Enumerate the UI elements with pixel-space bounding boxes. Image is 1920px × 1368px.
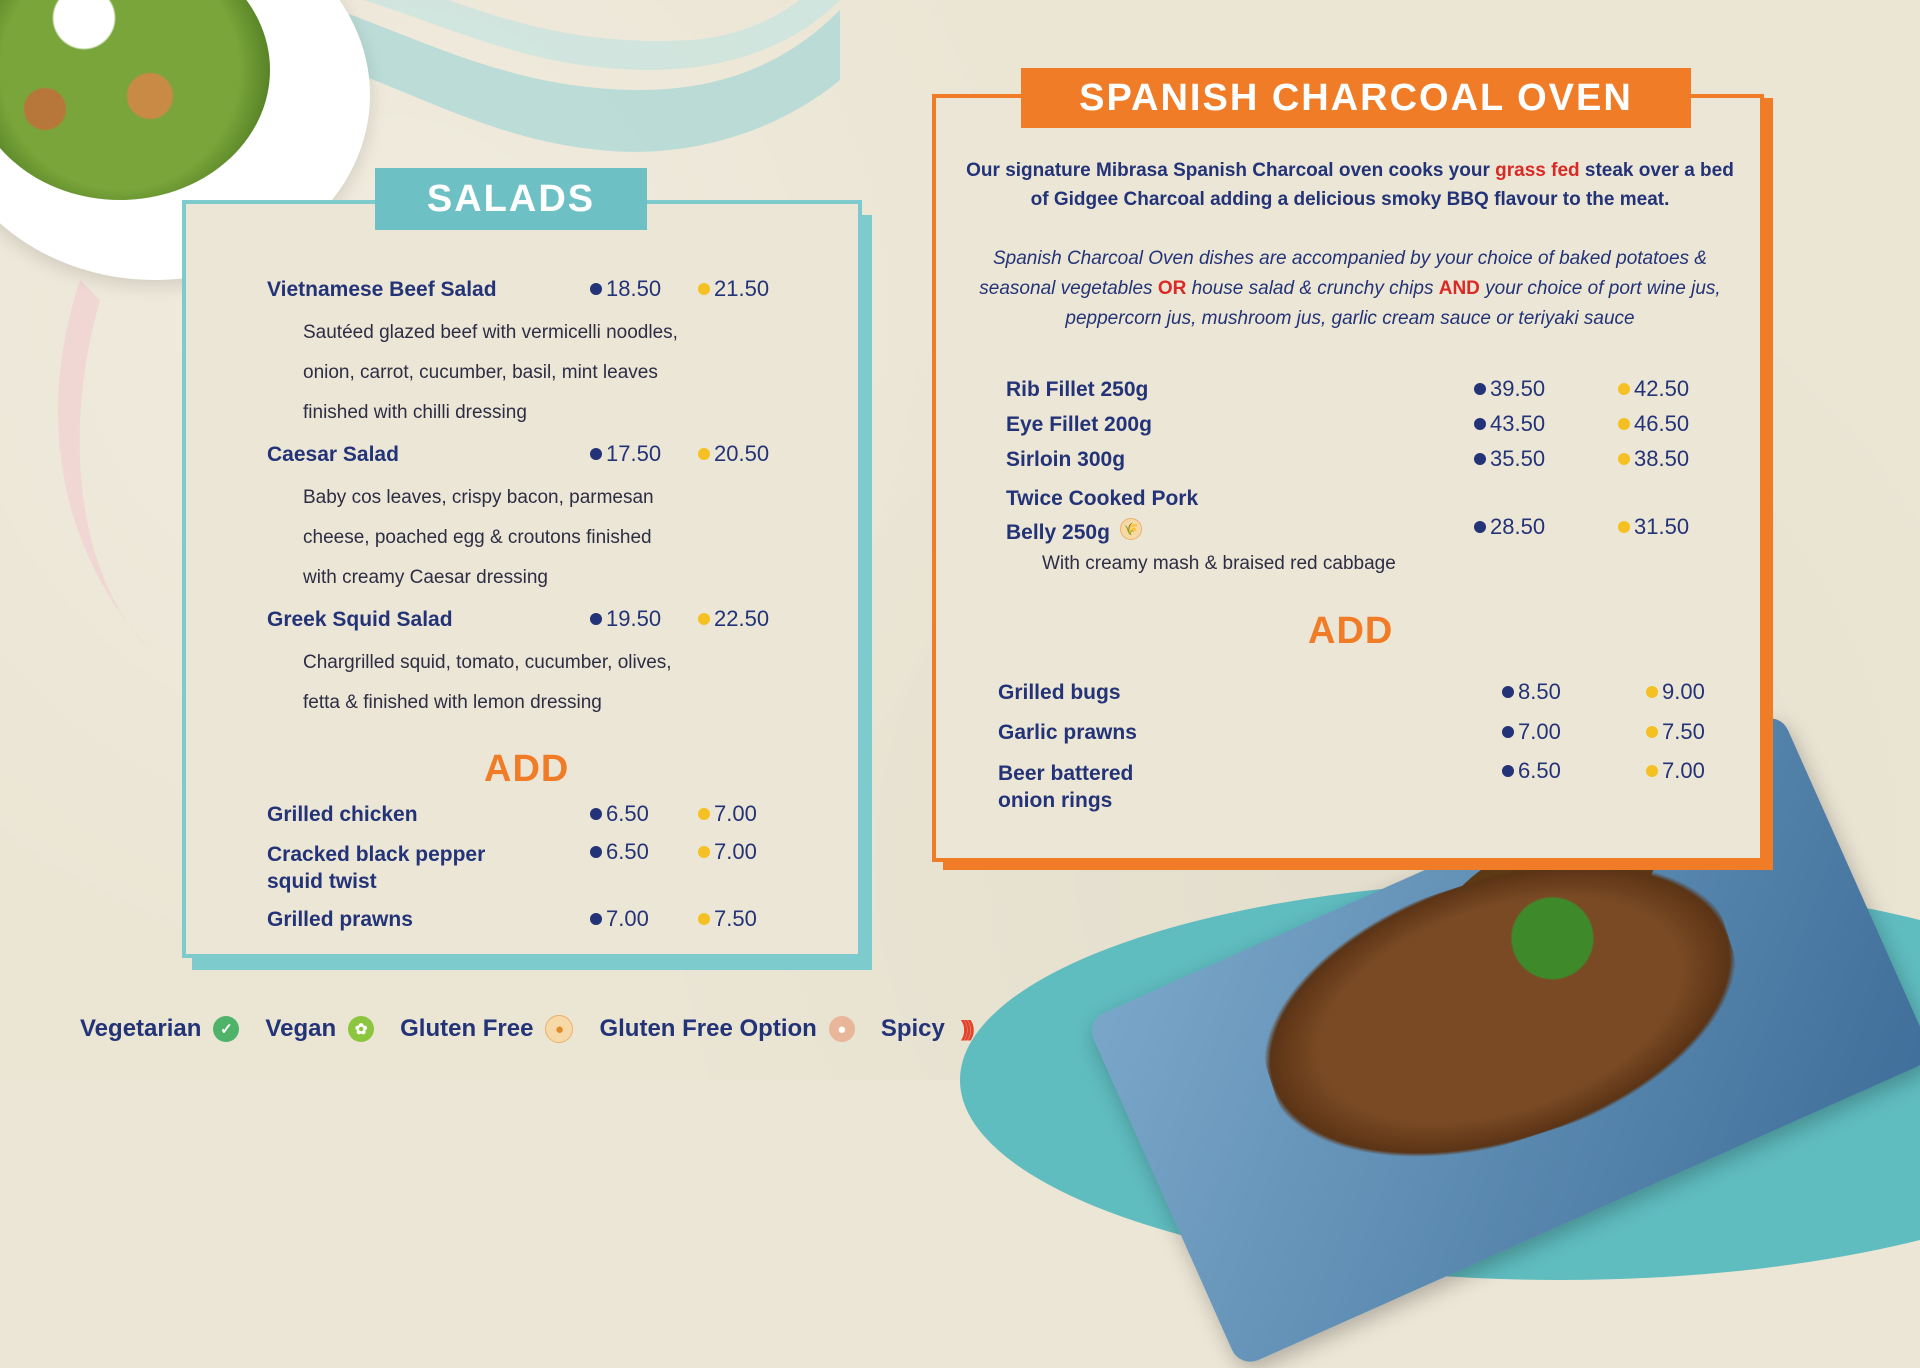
yellow-dot-icon: [1618, 418, 1630, 430]
menu-item-name: Vietnamese Beef Salad: [267, 278, 497, 301]
price-large: 46.50: [1618, 411, 1689, 437]
price-large: 42.50: [1618, 376, 1689, 402]
oven-heading: SPANISH CHARCOAL OVEN: [1021, 68, 1691, 128]
menu-item-name: Sirloin 300g: [1006, 448, 1126, 471]
price-small: 6.50: [590, 801, 649, 827]
price-small: 6.50: [1502, 758, 1561, 784]
blue-dot-icon: [590, 613, 602, 625]
menu-item-name: Eye Fillet 200g: [1006, 413, 1152, 436]
decorative-swoosh: [20, 280, 160, 660]
oven-accompaniment-note: Spanish Charcoal Oven dishes are accompanied by your choice of baked potatoes & seasonal vegetables OR house salad & crunchy chips AND your choice of port wine jus, peppercorn jus, mushroom jus, garlic cream sauce or teriyaki sauce: [979, 248, 1721, 329]
yellow-dot-icon: [1646, 726, 1658, 738]
legend-vegetarian-label: Vegetarian: [80, 1015, 202, 1042]
oven-intro: Our signature Mibrasa Spanish Charcoal oven cooks your grass fed steak over a bed of Gidgee Charcoal adding a delicious smoky BBQ flavour to the meat.: [966, 160, 1734, 210]
vegetarian-icon: ✓: [213, 1016, 239, 1042]
menu-item-name: Caesar Salad: [267, 443, 399, 466]
price-large: 7.00: [698, 839, 757, 865]
yellow-dot-icon: [1618, 453, 1630, 465]
price-small: 39.50: [1474, 376, 1545, 402]
legend-gluten-free-label: Gluten Free: [400, 1015, 534, 1042]
price-small: 7.00: [590, 906, 649, 932]
blue-dot-icon: [1474, 383, 1486, 395]
price-small: 19.50: [590, 606, 661, 632]
menu-item-description: Sautéed glazed beef with vermicelli noodles, onion, carrot, cucumber, basil, mint leaves finished with chilli dressing: [303, 322, 678, 423]
add-item-name: Beer battered onion rings: [998, 762, 1134, 812]
add-item-name: Garlic prawns: [998, 721, 1137, 744]
blue-dot-icon: [1474, 521, 1486, 533]
legend-gluten-free-option-label: Gluten Free Option: [599, 1015, 817, 1042]
vegan-leaf-icon: ✿: [348, 1016, 374, 1042]
price-small: 17.50: [590, 441, 661, 467]
blue-dot-icon: [590, 913, 602, 925]
price-large: 7.50: [698, 906, 757, 932]
gluten-free-option-icon: ●: [829, 1016, 855, 1042]
blue-dot-icon: [1502, 686, 1514, 698]
add-item-name: Grilled prawns: [267, 908, 413, 931]
yellow-dot-icon: [698, 913, 710, 925]
spicy-chilli-icon: ))): [960, 1016, 971, 1041]
yellow-dot-icon: [1618, 521, 1630, 533]
menu-item-description: Baby cos leaves, crispy bacon, parmesan cheese, poached egg & croutons finished with creamy Caesar dressing: [303, 487, 654, 588]
blue-dot-icon: [590, 808, 602, 820]
legend-spicy-label: Spicy: [880, 1015, 945, 1042]
menu-item-description: With creamy mash & braised red cabbage: [1042, 553, 1396, 574]
add-item-name: Grilled chicken: [267, 803, 418, 826]
price-large: 9.00: [1646, 679, 1705, 705]
blue-dot-icon: [590, 283, 602, 295]
menu-item-name: Greek Squid Salad: [267, 608, 453, 631]
price-large: 20.50: [698, 441, 769, 467]
blue-dot-icon: [1474, 453, 1486, 465]
price-large: 22.50: [698, 606, 769, 632]
blue-dot-icon: [1502, 765, 1514, 777]
price-large: 21.50: [698, 276, 769, 302]
add-item-name: Grilled bugs: [998, 681, 1121, 704]
price-large: 38.50: [1618, 446, 1689, 472]
price-large: 31.50: [1618, 514, 1689, 540]
blue-dot-icon: [1474, 418, 1486, 430]
price-small: 8.50: [1502, 679, 1561, 705]
price-small: 18.50: [590, 276, 661, 302]
price-large: 7.50: [1646, 719, 1705, 745]
yellow-dot-icon: [1646, 686, 1658, 698]
yellow-dot-icon: [698, 283, 710, 295]
oven-add-heading: ADD: [1308, 610, 1394, 652]
price-large: 7.00: [698, 801, 757, 827]
price-small: 35.50: [1474, 446, 1545, 472]
price-large: 7.00: [1646, 758, 1705, 784]
gluten-free-icon: 🌾: [1120, 518, 1142, 540]
price-small: 6.50: [590, 839, 649, 865]
menu-item-name: Twice Cooked Pork Belly 250g: [1006, 487, 1199, 544]
legend-vegan-label: Vegan: [265, 1015, 337, 1042]
yellow-dot-icon: [698, 846, 710, 858]
gluten-free-icon: ●: [545, 1015, 573, 1043]
add-item-name: Cracked black pepper squid twist: [267, 843, 486, 893]
price-small: 28.50: [1474, 514, 1545, 540]
yellow-dot-icon: [1646, 765, 1658, 777]
menu-item-name: Rib Fillet 250g: [1006, 378, 1149, 401]
dietary-legend: [80, 1015, 971, 1043]
menu-item-description: Chargrilled squid, tomato, cucumber, olives, fetta & finished with lemon dressing: [303, 652, 672, 713]
blue-dot-icon: [590, 448, 602, 460]
price-small: 7.00: [1502, 719, 1561, 745]
yellow-dot-icon: [698, 808, 710, 820]
yellow-dot-icon: [698, 448, 710, 460]
yellow-dot-icon: [1618, 383, 1630, 395]
yellow-dot-icon: [698, 613, 710, 625]
blue-dot-icon: [590, 846, 602, 858]
salads-heading: SALADS: [375, 168, 647, 230]
salads-add-heading: ADD: [484, 748, 570, 790]
price-small: 43.50: [1474, 411, 1545, 437]
blue-dot-icon: [1502, 726, 1514, 738]
